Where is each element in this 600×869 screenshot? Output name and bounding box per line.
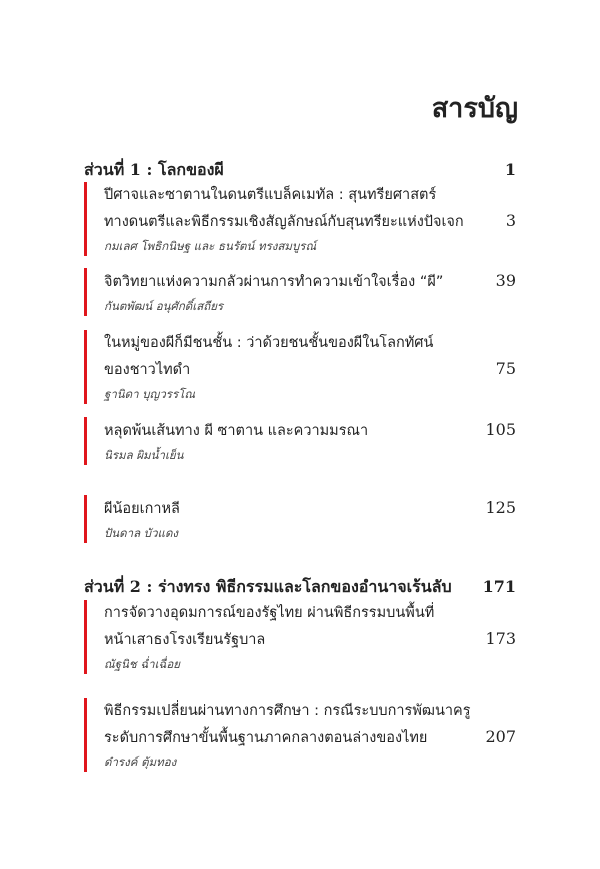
entry-page-number: 39: [495, 271, 516, 290]
entry-page-number: 125: [485, 498, 516, 517]
entry-author: นิรมล ผิมน้ำเย็น: [104, 448, 184, 462]
toc-entry[interactable]: [84, 268, 516, 316]
entry-author: ดำรงค์ ตุ้มทอง: [104, 755, 177, 769]
part-1-heading: [84, 158, 516, 183]
part-label: ส่วนที่ 1 : โลกของผี: [84, 160, 224, 179]
entry-page-number: 3: [505, 211, 516, 230]
part-2-heading: [84, 575, 516, 600]
entry-page-number: 207: [485, 727, 516, 746]
entry-author: ปันดาล บัวแดง: [104, 526, 179, 540]
entry-title: ปีศาจและซาตานในดนตรีแบล็คเมทัล : สุนทรียศาสตร์: [104, 187, 437, 203]
entry-title: หลุดพ้นเส้นทาง ผี ซาตาน และความมรณา: [104, 423, 369, 439]
toc-entry[interactable]: [84, 417, 516, 465]
entry-title: ผีน้อยเกาหลี: [104, 501, 180, 517]
entry-title: ระดับการศึกษาขั้นพื้นฐานภาคกลางตอนล่างของไทย: [104, 730, 428, 746]
entry-author: กมเลศ โพธิกนิษฐ และ ธนรัตน์ ทรงสมบูรณ์: [104, 239, 317, 253]
entry-title: หน้าเสาธงโรงเรียนรัฐบาล: [104, 632, 266, 648]
part-page-number: 1: [504, 160, 516, 179]
toc-entry[interactable]: [84, 698, 516, 772]
toc-entry[interactable]: [84, 600, 516, 674]
entry-page-number: 75: [495, 359, 516, 378]
toc-title: สารบัญ: [431, 93, 518, 124]
toc-entry[interactable]: [84, 495, 516, 543]
entry-author: กันตพัฒน์ อนุศักดิ์เสถียร: [104, 299, 224, 313]
toc-entry[interactable]: [84, 330, 516, 404]
entry-title: ทางดนตรีและพิธีกรรมเชิงสัญลักษณ์กับสุนทรียะแห่งปัจเจก: [104, 214, 464, 230]
entry-title: ของชาวไทดำ: [104, 362, 191, 378]
entry-title: พิธีกรรมเปลี่ยนผ่านทางการศึกษา : กรณีระบบการพัฒนาครู: [104, 703, 471, 719]
entry-page-number: 173: [485, 629, 516, 648]
part-page-number: 171: [482, 577, 516, 596]
part-label: ส่วนที่ 2 : ร่างทรง พิธีกรรมและโลกของอำนาจเร้นลับ: [84, 577, 452, 596]
entry-author: ณัฐนิช ฉ่ำเฉื่อย: [104, 657, 181, 671]
entry-title: ในหมู่ของผีก็มีชนชั้น : ว่าด้วยชนชั้นของผีในโลกทัศน์: [104, 335, 434, 351]
entry-title: จิตวิทยาแห่งความกลัวผ่านการทำความเข้าใจเรื่อง “ผี”: [104, 274, 444, 290]
entry-page-number: 105: [485, 420, 516, 439]
entry-title: การจัดวางอุดมการณ์ของรัฐไทย ผ่านพิธีกรรมบนพื้นที่: [104, 605, 435, 621]
toc-entry[interactable]: [84, 182, 516, 256]
entry-author: ฐานิดา บุญวรรโณ: [104, 387, 196, 401]
